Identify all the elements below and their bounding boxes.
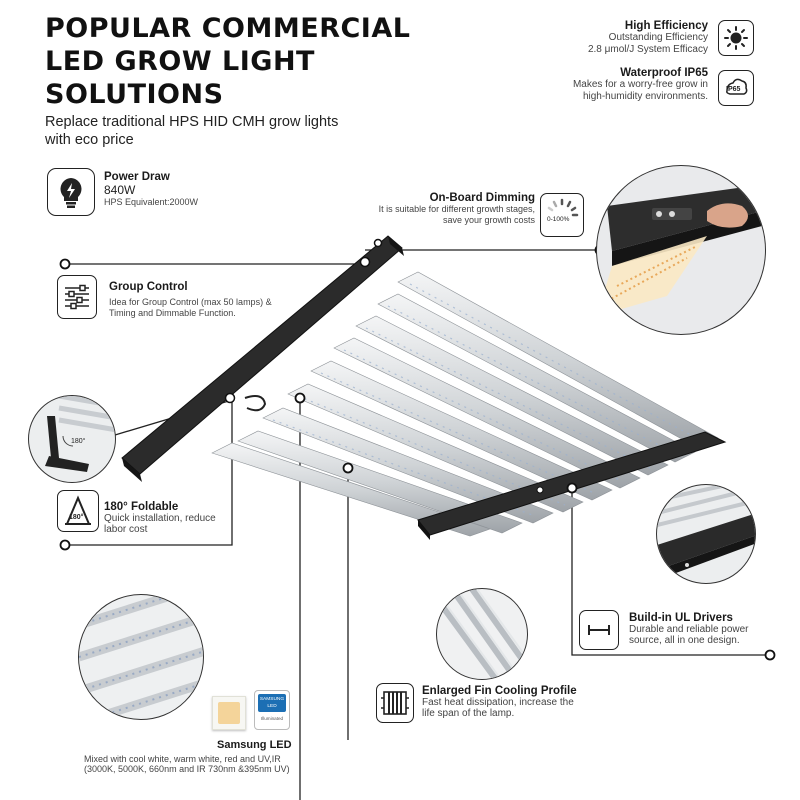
ip65-icon-label: IP65 (726, 86, 741, 93)
fold-icon-label: 180° (69, 514, 84, 521)
feature-power-draw (104, 171, 198, 208)
power-draw-title: Power Draw (104, 171, 170, 183)
dimmer-dial-icon (540, 193, 584, 237)
title-line-1: POPULAR COMMERCIAL (45, 13, 411, 44)
foldable-title: 180° Foldable (104, 501, 179, 513)
fin-cooling-desc-2: life span of the lamp. (422, 708, 515, 719)
ul-drivers-desc-1: Durable and reliable power (629, 624, 749, 635)
samsung-led-title: Samsung LED (217, 739, 292, 751)
water-drop-icon (718, 70, 754, 106)
high-efficiency-desc-2: 2.8 μmol/J System Efficacy (587, 44, 708, 55)
bulb-icon (47, 168, 95, 216)
foldable-detail-image (28, 395, 116, 483)
feature-foldable (104, 501, 216, 535)
heatsink-icon (376, 683, 414, 723)
group-control-title: Group Control (109, 281, 188, 293)
feature-high-efficiency (470, 20, 708, 56)
title-line-3: SOLUTIONS (45, 79, 224, 110)
fin-profile-detail-image (436, 588, 528, 680)
dimming-title: On-Board Dimming (429, 192, 535, 204)
dimming-desc-1: It is suitable for different growth stages, (378, 204, 535, 214)
samsung-badge-logo (258, 694, 286, 712)
ul-drivers-title: Build-in UL Drivers (629, 612, 733, 624)
led-chip-icon (212, 696, 246, 730)
samsung-led-desc-1: Mixed with cool white, warm white, red and UV,IR (84, 754, 281, 764)
feature-waterproof (470, 67, 708, 103)
fold-angle-label: 180° (71, 438, 86, 445)
feature-dimming (330, 192, 535, 226)
samsung-badge-label: LED (267, 704, 277, 709)
feature-group-control (109, 281, 272, 319)
fin-cooling-desc-1: Fast heat dissipation, increase the (422, 697, 574, 708)
foldable-desc-1: Quick installation, reduce (104, 513, 216, 524)
driver-icon (579, 610, 619, 650)
dimming-desc-2: save your growth costs (442, 215, 535, 225)
led-strip-detail-image (78, 594, 204, 720)
sun-icon (718, 20, 754, 56)
fin-cooling-title: Enlarged Fin Cooling Profile (422, 685, 577, 697)
waterproof-desc-1: Makes for a worry-free grow in (572, 79, 708, 90)
title-line-2: LED GROW LIGHT (45, 46, 315, 77)
driver-detail-image (656, 484, 756, 584)
samsung-badge (254, 690, 290, 730)
feature-fin-cooling (422, 685, 577, 719)
group-control-desc-2: Timing and Dimmable Function. (109, 308, 236, 318)
fold-angle-icon (57, 490, 99, 532)
waterproof-title: Waterproof IP65 (620, 67, 708, 79)
dimming-detail-image (596, 165, 766, 335)
dimming-range-label: 0-100% (547, 216, 570, 223)
feature-ul-drivers (629, 612, 749, 646)
power-draw-value: 840W (104, 183, 136, 197)
group-control-desc-1: Idea for Group Control (max 50 lamps) & (109, 297, 272, 307)
foldable-desc-2: labor cost (104, 524, 148, 535)
subtitle-line-2: with eco price (45, 132, 134, 148)
high-efficiency-desc-1: Outstanding Efficiency (608, 32, 708, 43)
power-draw-desc: HPS Equivalent:2000W (104, 197, 199, 207)
samsung-led-desc-2: (3000K, 5000K, 660nm and IR 730nm &395nm UV) (84, 764, 290, 774)
waterproof-desc-2: high-humidity environments. (582, 91, 708, 102)
subtitle-line-1: Replace traditional HPS HID CMH grow lights (45, 114, 339, 130)
high-efficiency-title: High Efficiency (624, 20, 708, 32)
samsung-badge-sub: Illuminated (260, 716, 284, 721)
sliders-icon (57, 275, 97, 319)
samsung-led-desc (84, 754, 290, 774)
samsung-badge-brand: SAMSUNG (259, 697, 285, 702)
ul-drivers-desc-2: source, all in one design. (629, 635, 740, 646)
